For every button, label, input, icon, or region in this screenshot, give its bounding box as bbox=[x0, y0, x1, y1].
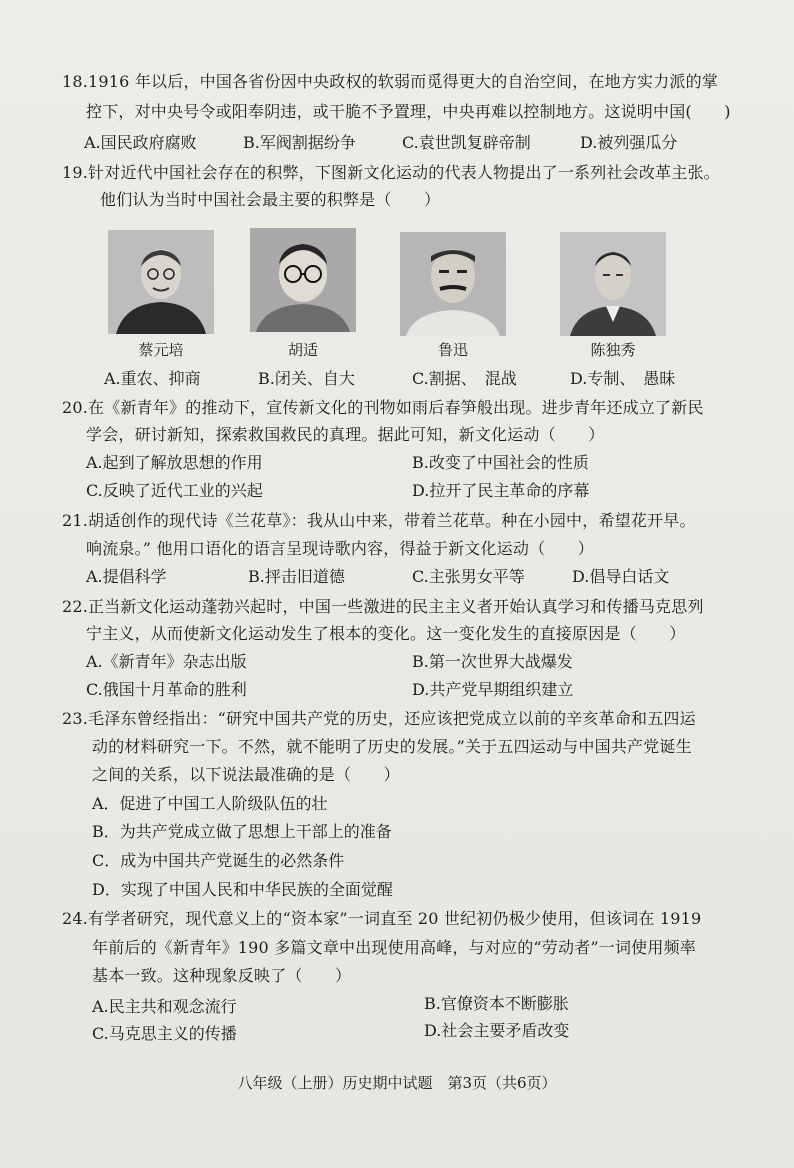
option-a: A.起到了解放思想的作用 bbox=[86, 453, 263, 472]
question-text-line: 响流泉。” 他用口语化的语言呈现诗歌内容，得益于新文化运动（ ） bbox=[86, 539, 594, 558]
option-d: D.共产党早期组织建立 bbox=[412, 680, 574, 699]
option-b: B．为共产党成立做了思想上干部上的准备 bbox=[92, 822, 392, 841]
option-c: C.反映了近代工业的兴起 bbox=[86, 481, 263, 500]
portrait-photo bbox=[560, 232, 666, 336]
option-c: C.割据、 混战 bbox=[412, 369, 517, 388]
option-d: D．实现了中国人民和中华民族的全面觉醒 bbox=[92, 880, 393, 899]
question-text-line: 控下，对中央号令或阳奉阴违，或干脆不予置理，中央再难以控制地方。这说明中国( ) bbox=[86, 102, 731, 121]
portrait-photo-icon bbox=[400, 232, 506, 336]
portrait-caption: 鲁迅 bbox=[437, 341, 468, 359]
option-a: A．促进了中国工人阶级队伍的壮 bbox=[92, 794, 328, 813]
portrait-caption: 蔡元培 bbox=[138, 341, 184, 359]
question-text-line: 动的材料研究一下。不然，就不能明了历史的发展。”关于五四运动与中国共产党诞生 bbox=[92, 737, 692, 756]
option-a: A.提倡科学 bbox=[86, 567, 167, 586]
question-text-line: 21.胡适创作的现代诗《兰花草》：我从山中来，带着兰花草。种在小园中，希望花开早。 bbox=[62, 511, 696, 530]
option-b: B.军阀割据纷争 bbox=[243, 133, 356, 152]
option-c: C.俄国十月革命的胜利 bbox=[86, 680, 247, 699]
question-text-line: 他们认为当时中国社会最主要的积弊是（ ） bbox=[100, 190, 441, 209]
option-b: B.改变了中国社会的性质 bbox=[412, 453, 589, 472]
question-text-line: 18.1916 年以后，中国各省份因中央政权的软弱而觅得更大的自治空间，在地方实力派的掌 bbox=[62, 72, 719, 91]
portrait-caption: 陈独秀 bbox=[590, 341, 636, 359]
question-text-line: 年前后的《新青年》190 多篇文章中出现使用高峰，与对应的“劳动者”一词使用频率 bbox=[92, 938, 696, 957]
question-text-line: 23.毛泽东曾经指出：“研究中国共产党的历史，还应该把党成立以前的辛亥革命和五四运 bbox=[62, 709, 696, 728]
page-footer: 八年级（上册）历史期中试题 第3页（共6页） bbox=[237, 1074, 557, 1092]
question-text-line: 19.针对近代中国社会存在的积弊，下图新文化运动的代表人物提出了一系列社会改革主张。 bbox=[62, 163, 720, 182]
option-c: C.马克思主义的传播 bbox=[92, 1024, 237, 1043]
portrait-photo-icon bbox=[108, 230, 214, 334]
option-b: B.第一次世界大战爆发 bbox=[412, 652, 573, 671]
option-a: A.重农、抑商 bbox=[104, 369, 201, 388]
question-text-line: 学会，研讨新知，探索救国救民的真理。据此可知，新文化运动（ ） bbox=[86, 425, 605, 444]
question-text-line: 24.有学者研究，现代意义上的“资本家”一词直至 20 世纪初仍极少使用，但该词在 1919 bbox=[62, 909, 702, 928]
option-b: B.官僚资本不断膨胀 bbox=[424, 994, 569, 1013]
question-text-line: 基本一致。这种现象反映了（ ） bbox=[92, 966, 352, 985]
option-c: C.主张男女平等 bbox=[412, 567, 525, 586]
option-d: D.拉开了民主革命的序幕 bbox=[412, 481, 590, 500]
option-a: A.国民政府腐败 bbox=[84, 133, 197, 152]
portrait-photo bbox=[400, 232, 506, 336]
option-c: C.袁世凯复辟帝制 bbox=[402, 133, 531, 152]
question-text-line: 20.在《新青年》的推动下，宣传新文化的刊物如雨后春笋般出现。进步青年还成立了新民 bbox=[62, 398, 704, 417]
option-b: B.抨击旧道德 bbox=[248, 567, 345, 586]
option-d: D.倡导白话文 bbox=[572, 567, 670, 586]
portrait-caption: 胡适 bbox=[287, 341, 318, 359]
portrait-photo-icon bbox=[250, 228, 356, 332]
option-a: A.《新青年》杂志出版 bbox=[86, 652, 247, 671]
portrait-photo bbox=[108, 230, 214, 334]
option-b: B.闭关、自大 bbox=[258, 369, 355, 388]
question-text-line: 22.正当新文化运动蓬勃兴起时，中国一些激进的民主主义者开始认真学习和传播马克思列 bbox=[62, 597, 704, 616]
option-d: D.专制、 愚昧 bbox=[570, 369, 676, 388]
question-text-line: 宁主义，从而使新文化运动发生了根本的变化。这一变化发生的直接原因是（ ） bbox=[86, 624, 686, 643]
option-a: A.民主共和观念流行 bbox=[92, 997, 237, 1016]
option-d: D.被列强瓜分 bbox=[580, 133, 678, 152]
question-text-line: 之间的关系，以下说法最准确的是（ ） bbox=[92, 765, 400, 784]
option-d: D.社会主要矛盾改变 bbox=[424, 1021, 570, 1040]
portrait-photo bbox=[250, 228, 356, 332]
portrait-photo-icon bbox=[560, 232, 666, 336]
option-c: C．成为中国共产党诞生的必然条件 bbox=[92, 851, 345, 870]
